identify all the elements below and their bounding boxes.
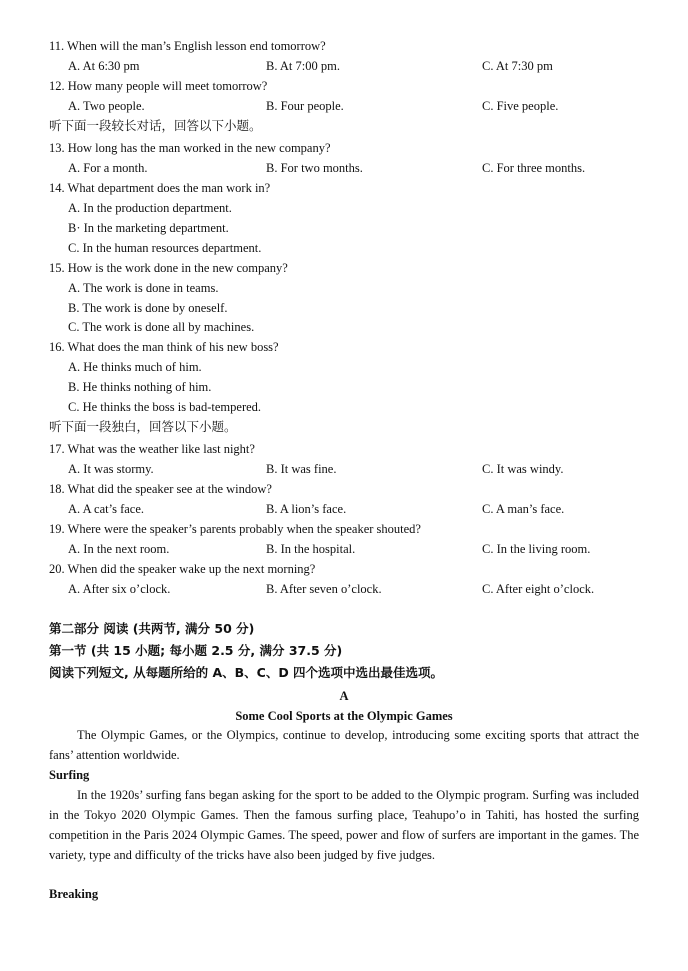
question-15-option-a: A. The work is done in teams. [68, 281, 219, 295]
question-14-option-b: B· In the marketing department. [68, 221, 229, 235]
question-14-stem: 14. What department does the man work in? [49, 181, 271, 195]
question-12-stem: 12. How many people will meet tomorrow? [49, 79, 268, 93]
question-16-option-b: B. He thinks nothing of him. [68, 380, 212, 394]
question-13-option-c: C. For three months. [482, 161, 586, 175]
question-16-stem: 16. What does the man think of his new boss? [49, 340, 279, 354]
question-17-option-b: B. It was fine. [266, 462, 337, 476]
question-14-option-c: C. In the human resources department. [68, 241, 262, 255]
longer-dialogue-instruction: 听下面一段较长对话，回答以下小题。 [49, 118, 262, 133]
question-16-option-c: C. He thinks the boss is bad-tempered. [68, 400, 262, 414]
question-18-option-a: A. A cat’s face. [68, 502, 145, 516]
question-12-option-b: B. Four people. [266, 99, 344, 113]
question-18-option-b: B. A lion’s face. [266, 502, 347, 516]
question-18-option-c: C. A man’s face. [482, 502, 565, 516]
question-19-option-c: C. In the living room. [482, 542, 591, 556]
passage-letter: A [339, 689, 349, 703]
question-13-option-a: A. For a month. [68, 161, 148, 175]
question-16-option-a: A. He thinks much of him. [68, 360, 202, 374]
question-11-option-b: B. At 7:00 pm. [266, 59, 340, 73]
question-20-stem: 20. When did the speaker wake up the next morning? [49, 562, 316, 576]
question-11-option-c: C. At 7:30 pm [482, 59, 553, 73]
passage-intro: The Olympic Games, or the Olympics, continue to develop, introducing some exciting sports that attract the fans’ attention worldwide. [49, 728, 639, 762]
question-17-stem: 17. What was the weather like last night? [49, 442, 255, 456]
question-13-stem: 13. How long has the man worked in the new company? [49, 141, 331, 155]
question-14-option-a: A. In the production department. [68, 201, 232, 215]
breaking-heading: Breaking [49, 887, 99, 901]
question-18-stem: 18. What did the speaker see at the window? [49, 482, 272, 496]
question-19-option-a: A. In the next room. [68, 542, 170, 556]
monologue-instruction: 听下面一段独白，回答以下小题。 [49, 419, 237, 434]
section1-heading: 第一节 (共 15 小题; 每小题 2.5 分, 满分 37.5 分) [49, 643, 343, 658]
question-11-stem: 11. When will the man’s English lesson end tomorrow? [49, 39, 326, 53]
surfing-paragraph: In the 1920s’ surfing fans began asking for the sport to be added to the Olympic program. Surfing was included in the Tokyo 2020 Olympic Games. Then the famous surfing place, Teahupo’o in Tahiti, has hosted the surfing competition in the Paris 2024 Olympic Games. The speed, power and flow of surfers are important in the games. The variety, type and difficulty of the tricks have also been judged by five judges. [49, 788, 639, 862]
question-15-option-c: C. The work is done all by machines. [68, 320, 255, 334]
question-13-option-b: B. For two months. [266, 161, 363, 175]
question-15-option-b: B. The work is done by oneself. [68, 301, 228, 315]
question-17-option-c: C. It was windy. [482, 462, 564, 476]
question-17-option-a: A. It was stormy. [68, 462, 154, 476]
question-20-option-c: C. After eight o’clock. [482, 582, 595, 596]
question-20-option-b: B. After seven o’clock. [266, 582, 382, 596]
surfing-heading: Surfing [49, 768, 90, 782]
question-20-option-a: A. After six o’clock. [68, 582, 171, 596]
question-19-option-b: B. In the hospital. [266, 542, 356, 556]
passage-title: Some Cool Sports at the Olympic Games [235, 709, 453, 723]
question-12-option-a: A. Two people. [68, 99, 145, 113]
question-19-stem: 19. Where were the speaker’s parents probably when the speaker shouted? [49, 522, 421, 536]
question-12-option-c: C. Five people. [482, 99, 559, 113]
question-11-option-a: A. At 6:30 pm [68, 59, 140, 73]
question-15-stem: 15. How is the work done in the new company? [49, 261, 288, 275]
reading-instruction: 阅读下列短文, 从每题所给的 A、B、C、D 四个选项中选出最佳选项。 [49, 665, 444, 680]
part2-heading: 第二部分 阅读 (共两节, 满分 50 分) [49, 621, 255, 636]
